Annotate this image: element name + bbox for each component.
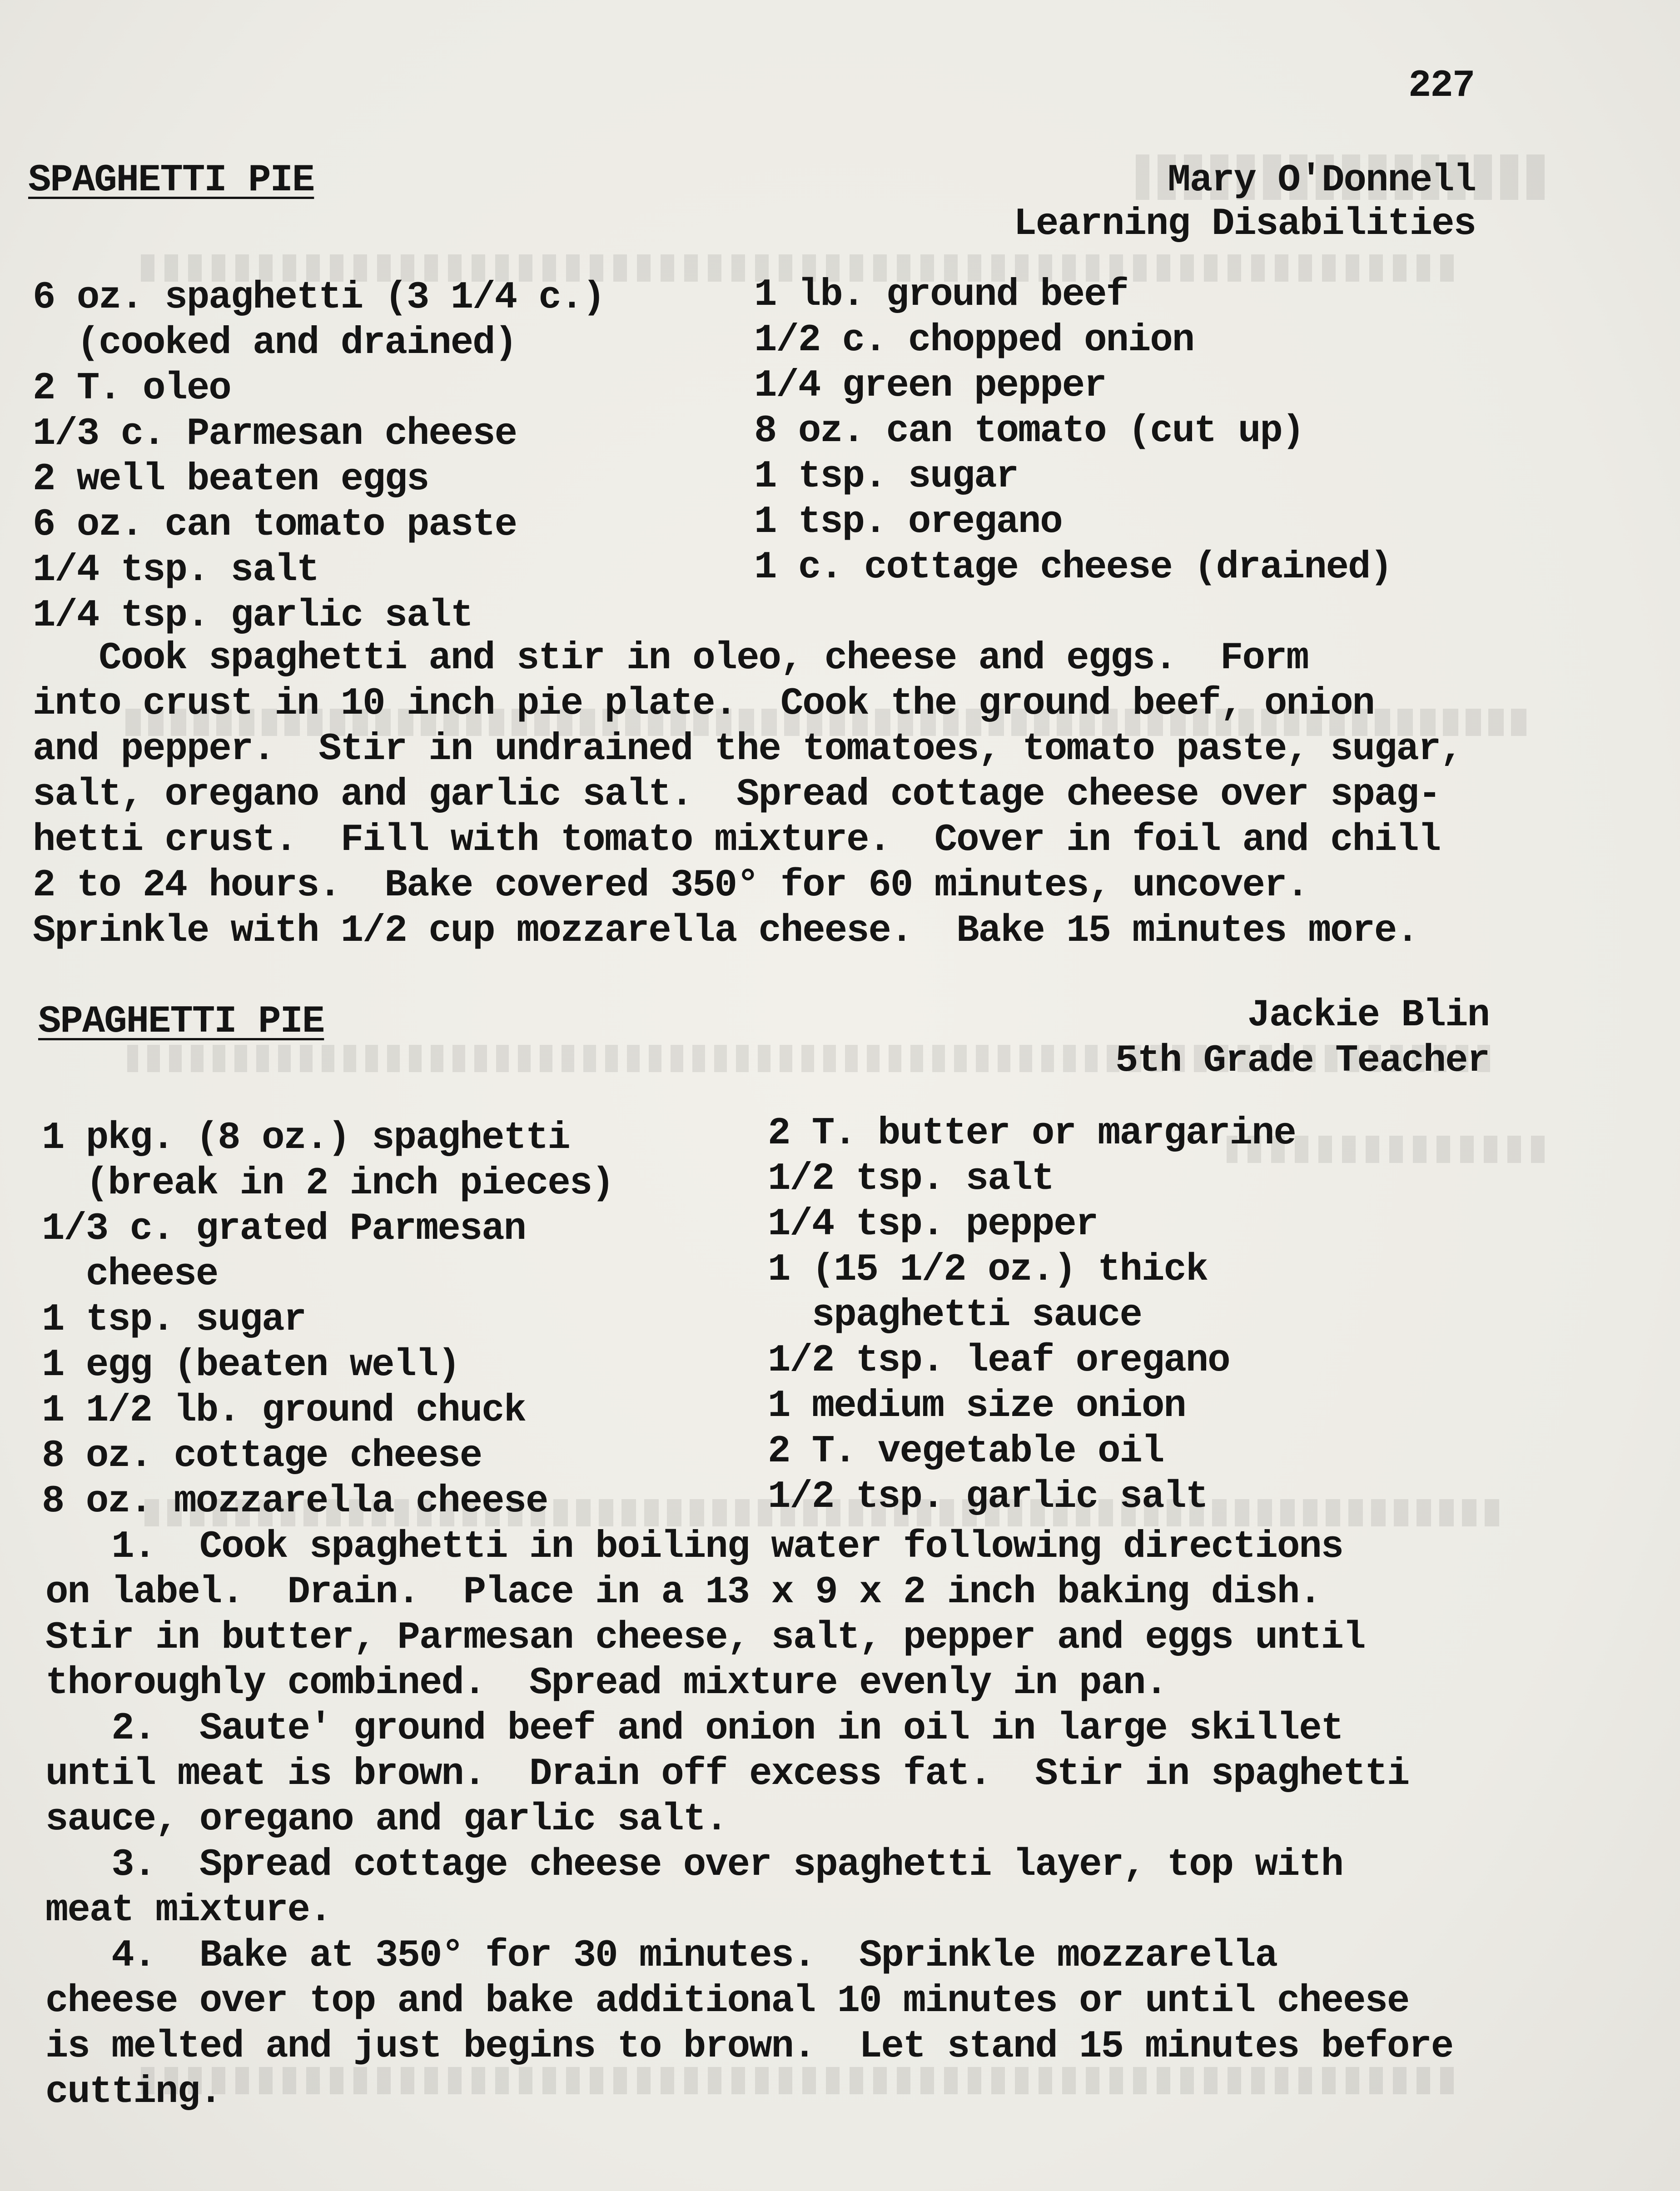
recipe1-ingredient: 1/4 tsp. salt [33, 549, 319, 592]
recipe2-direction: is melted and just begins to brown. Let stand 15 minutes before [45, 2025, 1453, 2068]
page-number: 227 [1408, 65, 1475, 108]
recipe1-direction: Cook spaghetti and stir in oleo, cheese and eggs. Form [33, 637, 1308, 680]
recipe2-ingredient: 1 pkg. (8 oz.) spaghetti [42, 1117, 570, 1160]
recipe2-ingredient: 8 oz. cottage cheese [42, 1435, 482, 1478]
recipe1-title: SPAGHETTI PIE [28, 159, 314, 202]
recipe2-ingredient: 1/2 tsp. garlic salt [768, 1476, 1208, 1519]
recipe2-author-name: Jackie Blin [1247, 994, 1489, 1037]
recipe1-ingredient: 1/4 tsp. garlic salt [33, 594, 473, 637]
recipe2-direction: sauce, oregano and garlic salt. [45, 1798, 727, 1841]
recipe2-ingredient: 1 (15 1/2 oz.) thick [768, 1248, 1208, 1292]
recipe1-direction: Sprinkle with 1/2 cup mozzarella cheese. Bake 15 minutes more. [33, 909, 1418, 953]
recipe2-ingredient: 1 egg (beaten well) [42, 1344, 460, 1387]
recipe1-ingredient: 1/3 c. Parmesan cheese [33, 412, 517, 456]
recipe1-ingredient: 1 c. cottage cheese (drained) [754, 546, 1392, 589]
recipe2-direction: 1. Cook spaghetti in boiling water following directions [45, 1525, 1343, 1569]
recipe1-direction: and pepper. Stir in undrained the tomatoes, tomato paste, sugar, [33, 728, 1462, 771]
recipe2-ingredient: 2 T. vegetable oil [768, 1430, 1164, 1473]
recipe1-direction: hetti crust. Fill with tomato mixture. Cover in foil and chill [33, 819, 1441, 862]
recipe2-ingredient: 1 tsp. sugar [42, 1298, 306, 1341]
recipe1-author-name: Mary O'Donnell [1168, 159, 1476, 202]
recipe1-ingredient: 6 oz. can tomato paste [33, 503, 517, 547]
recipe2-ingredient: 1/4 tsp. pepper [768, 1203, 1098, 1246]
recipe2-direction: cutting. [45, 2071, 222, 2114]
recipe2-direction: 3. Spread cottage cheese over spaghetti layer, top with [45, 1843, 1343, 1887]
recipe2-direction: meat mixture. [45, 1889, 332, 1932]
recipe2-ingredient: 8 oz. mozzarella cheese [42, 1480, 548, 1523]
recipe1-direction: into crust in 10 inch pie plate. Cook the ground beef, onion [33, 682, 1374, 725]
recipe2-ingredient: 1/2 tsp. leaf oregano [768, 1339, 1230, 1382]
recipe1-ingredient: 6 oz. spaghetti (3 1/4 c.) [33, 276, 605, 319]
recipe2-direction: 4. Bake at 350° for 30 minutes. Sprinkle mozzarella [45, 1934, 1277, 1977]
recipe2-direction: on label. Drain. Place in a 13 x 9 x 2 inch baking dish. [45, 1571, 1321, 1614]
recipe2-ingredient: 1 1/2 lb. ground chuck [42, 1389, 526, 1432]
recipe1-ingredient: 8 oz. can tomato (cut up) [754, 410, 1304, 453]
recipe1-ingredient: 1 lb. ground beef [754, 273, 1128, 317]
recipe1-direction: salt, oregano and garlic salt. Spread cottage cheese over spag- [33, 773, 1441, 816]
recipe2-author-role: 5th Grade Teacher [1115, 1039, 1489, 1083]
recipe2-direction: thoroughly combined. Spread mixture evenly in pan. [45, 1662, 1167, 1705]
recipe2-direction: Stir in butter, Parmesan cheese, salt, pepper and eggs until [45, 1616, 1365, 1659]
recipe2-ingredient: 1/3 c. grated Parmesan [42, 1207, 526, 1251]
recipe1-ingredient: 2 T. oleo [33, 367, 231, 410]
recipe1-ingredient: 2 well beaten eggs [33, 458, 429, 501]
recipe1-ingredient: 1/2 c. chopped onion [754, 319, 1194, 362]
recipe1-ingredient: 1/4 green pepper [754, 364, 1106, 407]
recipe2-ingredient: 1/2 tsp. salt [768, 1158, 1054, 1201]
recipe2-direction: until meat is brown. Drain off excess fat. Stir in spaghetti [45, 1753, 1409, 1796]
recipe2-ingredient: (break in 2 inch pieces) [42, 1162, 614, 1205]
recipe2-ingredient: spaghetti sauce [768, 1294, 1142, 1337]
recipe2-ingredient: cheese [42, 1253, 218, 1296]
recipe2-ingredient: 2 T. butter or margarine [768, 1112, 1296, 1155]
recipe2-title: SPAGHETTI PIE [38, 1000, 324, 1043]
recipe2-ingredient: 1 medium size onion [768, 1385, 1186, 1428]
recipe2-direction: 2. Saute' ground beef and onion in oil in large skillet [45, 1707, 1343, 1750]
recipe1-direction: 2 to 24 hours. Bake covered 350° for 60 minutes, uncover. [33, 864, 1308, 907]
recipe1-ingredient: (cooked and drained) [33, 322, 517, 365]
recipe1-ingredient: 1 tsp. sugar [754, 455, 1018, 498]
recipe2-direction: cheese over top and bake additional 10 minutes or until cheese [45, 1980, 1409, 2023]
recipe1-ingredient: 1 tsp. oregano [754, 501, 1062, 544]
recipe1-author-role: Learning Disabilities [1014, 203, 1476, 246]
